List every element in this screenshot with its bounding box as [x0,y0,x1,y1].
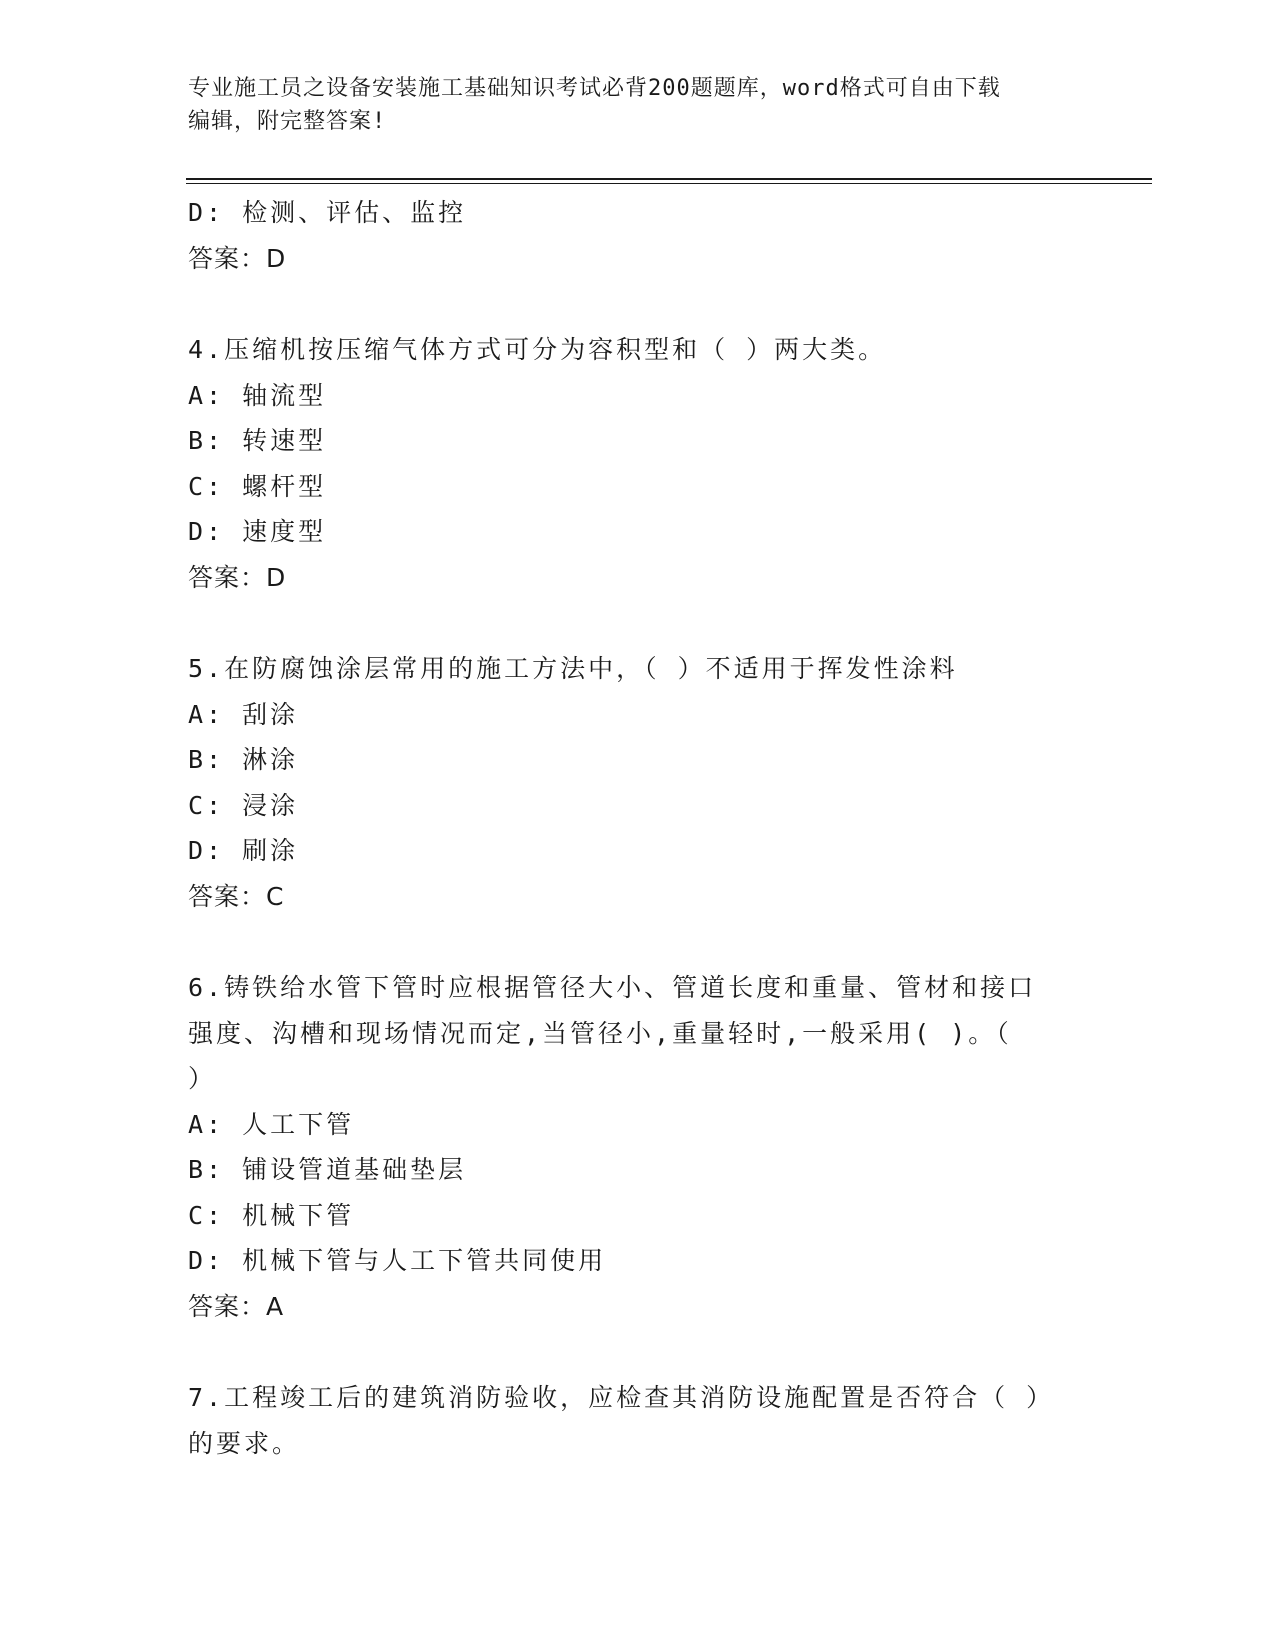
question-stem: 4.压缩机按压缩气体方式可分为容积型和（ ）两大类。 [188,335,887,364]
spacer [188,919,1068,965]
option-d: D: 速度型 [188,517,327,546]
option-a: A: 刮涂 [188,699,299,729]
question-block-6 [188,965,1068,1329]
option-b: B: 转速型 [188,426,327,455]
question-stem-line-3: ） [188,1064,217,1093]
answer-line: 答案：A [188,1291,285,1321]
question-stem-line-1: 6.铸铁给水管下管时应根据管径大小、管道长度和重量、管材和接口 [188,973,1037,1002]
header-rule-thin [186,183,1152,184]
question-stem: 5.在防腐蚀涂层常用的施工方法中，（ ）不适用于挥发性涂料 [188,654,958,683]
header-line-1: 专业施工员之设备安装施工基础知识考试必背200题题库，word格式可自由下载 [188,76,1001,101]
question-stem-line-1: 7.工程竣工后的建筑消防验收，应检查其消防设施配置是否符合（ ） [188,1383,1055,1412]
spacer [188,600,1068,646]
spacer [188,1329,1068,1375]
question-list [188,190,1068,1466]
answer-line: 答案：C [188,881,285,911]
question-stem-line-2: 的要求。 [188,1428,301,1458]
answer-line: 答案：D [188,243,287,273]
document-header [188,72,1088,138]
option-b: B: 铺设管道基础垫层 [188,1155,467,1184]
question-stem-line-2: 强度、沟槽和现场情况而定,当管径小,重量轻时,一般采用( )。（ [188,1018,1012,1048]
option-d: D: 检测、评估、监控 [188,198,467,227]
question-block-prev [188,190,1068,281]
header-rule-thick [186,178,1152,180]
option-a: A: 轴流型 [188,380,327,410]
answer-line: 答案：D [188,562,287,592]
option-c: C: 机械下管 [188,1200,355,1230]
question-block-5 [188,646,1068,919]
option-a: A: 人工下管 [188,1109,355,1139]
option-b: B: 淋涂 [188,745,299,774]
header-line-2: 编辑，附完整答案! [188,109,387,134]
question-block-7 [188,1375,1068,1466]
option-c: C: 螺杆型 [188,471,327,501]
option-d: D: 刷涂 [188,836,299,865]
option-c: C: 浸涂 [188,790,299,820]
option-d: D: 机械下管与人工下管共同使用 [188,1246,607,1275]
spacer [188,281,1068,327]
question-block-4 [188,327,1068,600]
